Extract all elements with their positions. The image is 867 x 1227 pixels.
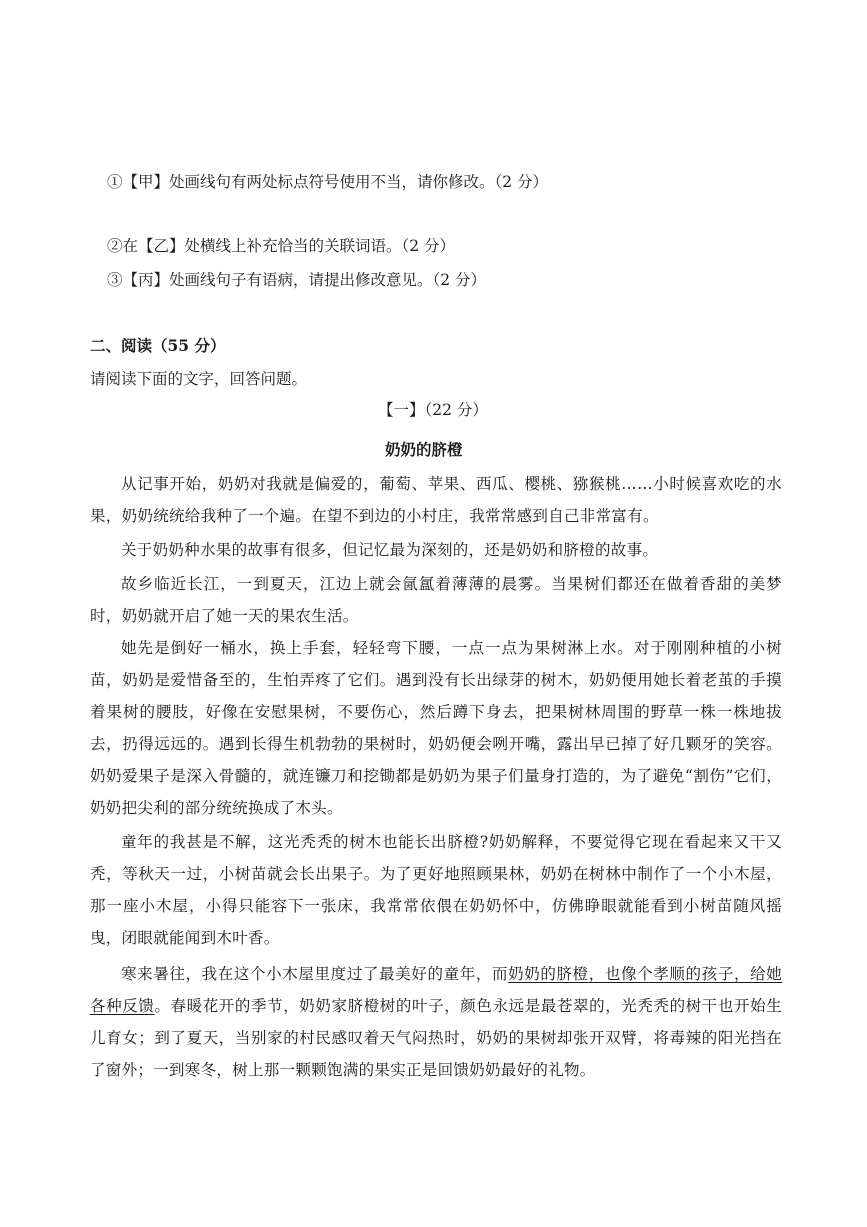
part-label: 【一】（22 分） xyxy=(378,401,488,419)
article-paragraph-3: 故乡临近长江，一到夏天，江边上就会氤氲着薄薄的晨雾。当果树们都还在做着香甜的美梦时，奶奶就开启了她一天的果农生活。 xyxy=(90,575,782,625)
paragraph-6-text-b: 。春暖花开的季节，奶奶家脐橙树的叶子，颜色永远是最苍翠的，光秃秃的树干也开始生儿育女；到了夏天，当别家的村民感叹着天气闷热时，奶奶的果树却张开双臂，将毒辣的阳光挡在了窗外；一到寒冬，树上那一颗颗饱满的果实正是回馈奶奶最好的礼物。 xyxy=(90,997,783,1079)
question-3: ③【丙】处画线句子有语病，请提出修改意见。（2 分） xyxy=(107,271,487,289)
underlined-sentence: 奶奶的脐橙，也像个孝顺的孩子，给她各种反馈 xyxy=(90,965,783,1015)
article-paragraph-5: 童年的我甚是不解，这光秃秃的树木也能长出脐橙?奶奶解释，不要觉得它现在看起来又干又秃，等秋天一过，小树苗就会长出果子。为了更好地照顾果林，奶奶在树林中制作了一个小木屋，那一座小木屋，小得只能容下一张床，我常常依偎在奶奶怀中，仿佛睁眼就能看到小树苗随风摇曳，闭眼就能闻到木叶香。 xyxy=(90,833,782,947)
question-1: ①【甲】处画线句有两处标点符号使用不当，请你修改。（2 分） xyxy=(107,173,549,191)
paragraph-6-text-a: 寒来暑往，我在这个小木屋里度过了最美好的童年，而 xyxy=(121,965,509,983)
article-paragraph-6 xyxy=(90,958,782,1086)
question-2: ②在【乙】处横线上补充恰当的关联词语。（2 分） xyxy=(107,237,456,255)
section-heading: 二、阅读（55 分） xyxy=(90,336,226,355)
section-instruction: 请阅读下面的文字，回答问题。 xyxy=(90,370,308,388)
article-title: 奶奶的脐橙 xyxy=(385,441,463,459)
article-paragraph-2: 关于奶奶种水果的故事有很多，但记忆最为深刻的，还是奶奶和脐橙的故事。 xyxy=(121,541,659,559)
article-paragraph-1: 从记事开始，奶奶对我就是偏爱的，葡萄、苹果、西瓜、樱桃、猕猴桃……小时候喜欢吃的水果，奶奶统统给我种了一个遍。在望不到边的小村庄，我常常感到自己非常富有。 xyxy=(90,475,782,525)
article-paragraph-4: 她先是倒好一桶水，换上手套，轻轻弯下腰，一点一点为果树淋上水。对于刚刚种植的小树苗，奶奶是爱惜备至的，生怕弄疼了它们。遇到没有长出绿芽的树木，奶奶便用她长着老茧的手摸着果树的腰肢，好像在安慰果树，不要伤心，然后蹲下身去，把果树林周围的野草一株一株地拔去，扔得远远的。遇到长得生机勃勃的果树时，奶奶便会咧开嘴，露出早已掉了好几颗牙的笑容。奶奶爱果子是深入骨髓的，就连镰刀和挖锄都是奶奶为果子们量身打造的，为了避免“割伤”它们，奶奶把尖利的部分统统换成了木头。 xyxy=(90,639,782,817)
